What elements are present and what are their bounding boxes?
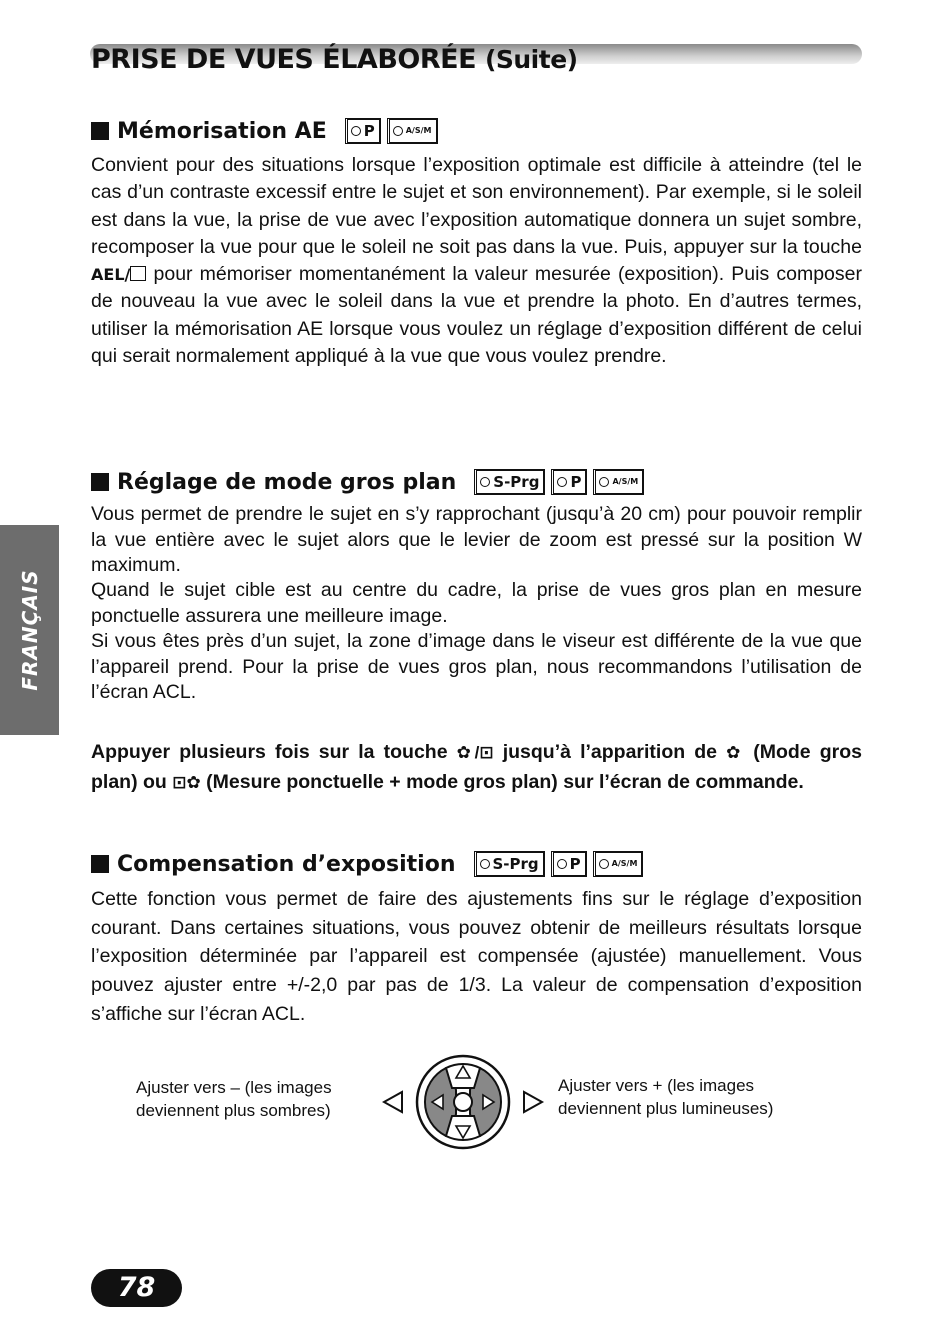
right-arrow-outline-icon (524, 1092, 542, 1112)
left-arrow-outline-icon (384, 1092, 402, 1112)
page-number: 78 (91, 1269, 182, 1307)
spot-macro-icon: ⊡✿ (172, 772, 201, 792)
asm-mode-icon: A/S/M (593, 469, 644, 495)
p-mode-icon: P (551, 469, 587, 495)
right-caption: Ajuster vers + (les images deviennent plus lumineuses) (558, 1076, 774, 1118)
mode-icons (345, 118, 438, 144)
center-button-icon (454, 1093, 472, 1111)
section-heading-text: Compensation d’exposition (117, 851, 456, 877)
section-heading-text: Mémorisation AE (117, 118, 327, 144)
s-prg-mode-icon: S-Prg (474, 469, 545, 495)
square-bullet-icon (91, 122, 109, 140)
arrow-pad-diagram (382, 1052, 552, 1152)
section-heading-exposure-compensation (91, 851, 643, 877)
section-heading-ae-lock (91, 118, 438, 144)
asm-mode-icon: A/S/M (593, 851, 644, 877)
mode-icons (474, 851, 644, 877)
asm-mode-icon: A/S/M (387, 118, 438, 144)
mode-icons (474, 469, 644, 495)
square-bullet-icon (91, 855, 109, 873)
section-heading-macro (91, 469, 644, 495)
page-title (91, 44, 578, 75)
page-title-text: PRISE DE VUES ÉLABORÉE (91, 44, 477, 75)
macro-paragraph-3: Si vous êtes près d’un sujet, la zone d’image dans le viseur est différente de la vue que l’appareil prend. Pour la prise de vues gros plan, nous recommandons l’utilisation de l’écran ACL. (91, 630, 862, 703)
macro-paragraph-2: Quand le sujet cible est au centre du cadre, la prise de vues gros plan en mesure ponctuelle assurera une meilleure image. (91, 579, 862, 627)
exposure-compensation-description: Cette fonction vous permet de faire des ajustements fins sur le réglage d’exposition courant. Dans certaines situations, vous pouvez obtenir de meilleurs résultats lorsque l’exposition déterminée par l’appareil est compensée (ajustée) manuellement. Vous pouvez ajuster entre +/-2,0 par pas de 1/3. La valeur de compensation d’exposition s’affiche sur l’écran ACL. (91, 888, 862, 1025)
section-heading-text: Réglage de mode gros plan (117, 469, 457, 495)
language-side-tab (0, 525, 59, 735)
ael-button-icon: AEL/ (91, 265, 146, 284)
s-prg-mode-icon: S-Prg (474, 851, 545, 877)
square-bullet-icon (91, 473, 109, 491)
macro-instruction: Appuyer plusieurs fois sur la touche ✿/⊡ jusqu’à l’apparition de ✿ (Mode gros plan) ou ⊡✿ (Mesure ponctuelle + mode gros plan) sur l’écran de commande. (91, 741, 863, 793)
ae-lock-description: Convient pour des situations lorsque l’exposition optimale est difficile à atteindre (tel le cas d’un contraste excessif entre le sujet et son environnement). Par exemple, si le soleil est dans la vue, la prise de vue avec l’exposition automatique donnera un sujet sombre, recomposer la vue pour que le soleil ne soit pas dans la vue. Puis, appuyer sur la touche AEL/ pour mémoriser momentanément la valeur mesurée (exposition). Puis composer de nouveau la vue avec le soleil dans la vue et prendre la photo. En d’autres termes, utiliser la mémorisation AE lorsque vous voulez un réglage d’exposition différent de celui qui serait normalement appliqué à la vue que vous voulez prendre. (91, 154, 862, 368)
macro-paragraph-1: Vous permet de prendre le sujet en s’y rapprochant (jusqu’à 20 cm) pour pouvoir remplir la vue entière avec le sujet alors que le levier de zoom est pressé sur la position W maximum. (91, 503, 862, 576)
p-mode-icon: P (345, 118, 381, 144)
left-caption: Ajuster vers – (les images deviennent plus sombres) (136, 1078, 332, 1120)
language-label: FRANÇAIS (17, 569, 42, 691)
page-title-suffix: (Suite) (484, 45, 578, 74)
p-mode-icon: P (551, 851, 587, 877)
macro-icon: ✿ (726, 743, 745, 762)
macro-spot-button-icon: ✿/⊡ (456, 743, 494, 762)
